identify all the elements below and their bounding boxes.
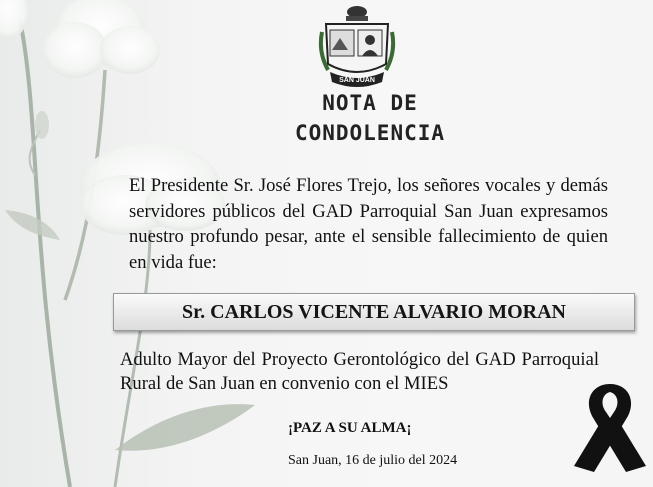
title-line-1: NOTA DE [322,91,418,115]
date-line: San Juan, 16 de julio del 2024 [288,453,458,468]
page-title [240,88,500,148]
seal-text: SAN JUAN [339,77,375,84]
title-line-2: CONDOLENCIA [294,121,446,145]
deceased-description: Adulto Mayor del Proyecto Gerontológico del GAD Parroquial Rural de San Juan en convenio con el MIES [120,349,599,394]
municipal-seal-icon [318,2,396,90]
mourning-ribbon-icon [570,380,650,476]
deceased-name-banner [113,293,635,331]
condolence-message: El Presidente Sr. José Flores Trejo, los señores vocales y demás servidores públicos del GAD Parroquial San Juan expresamos nuestro profundo pesar, ante el sensible fallecimiento de quien en vida fue: [129,175,608,273]
closing-phrase: ¡PAZ A SU ALMA¡ [288,420,412,436]
deceased-name: Sr. CARLOS VICENTE ALVARIO MORAN [182,300,566,323]
